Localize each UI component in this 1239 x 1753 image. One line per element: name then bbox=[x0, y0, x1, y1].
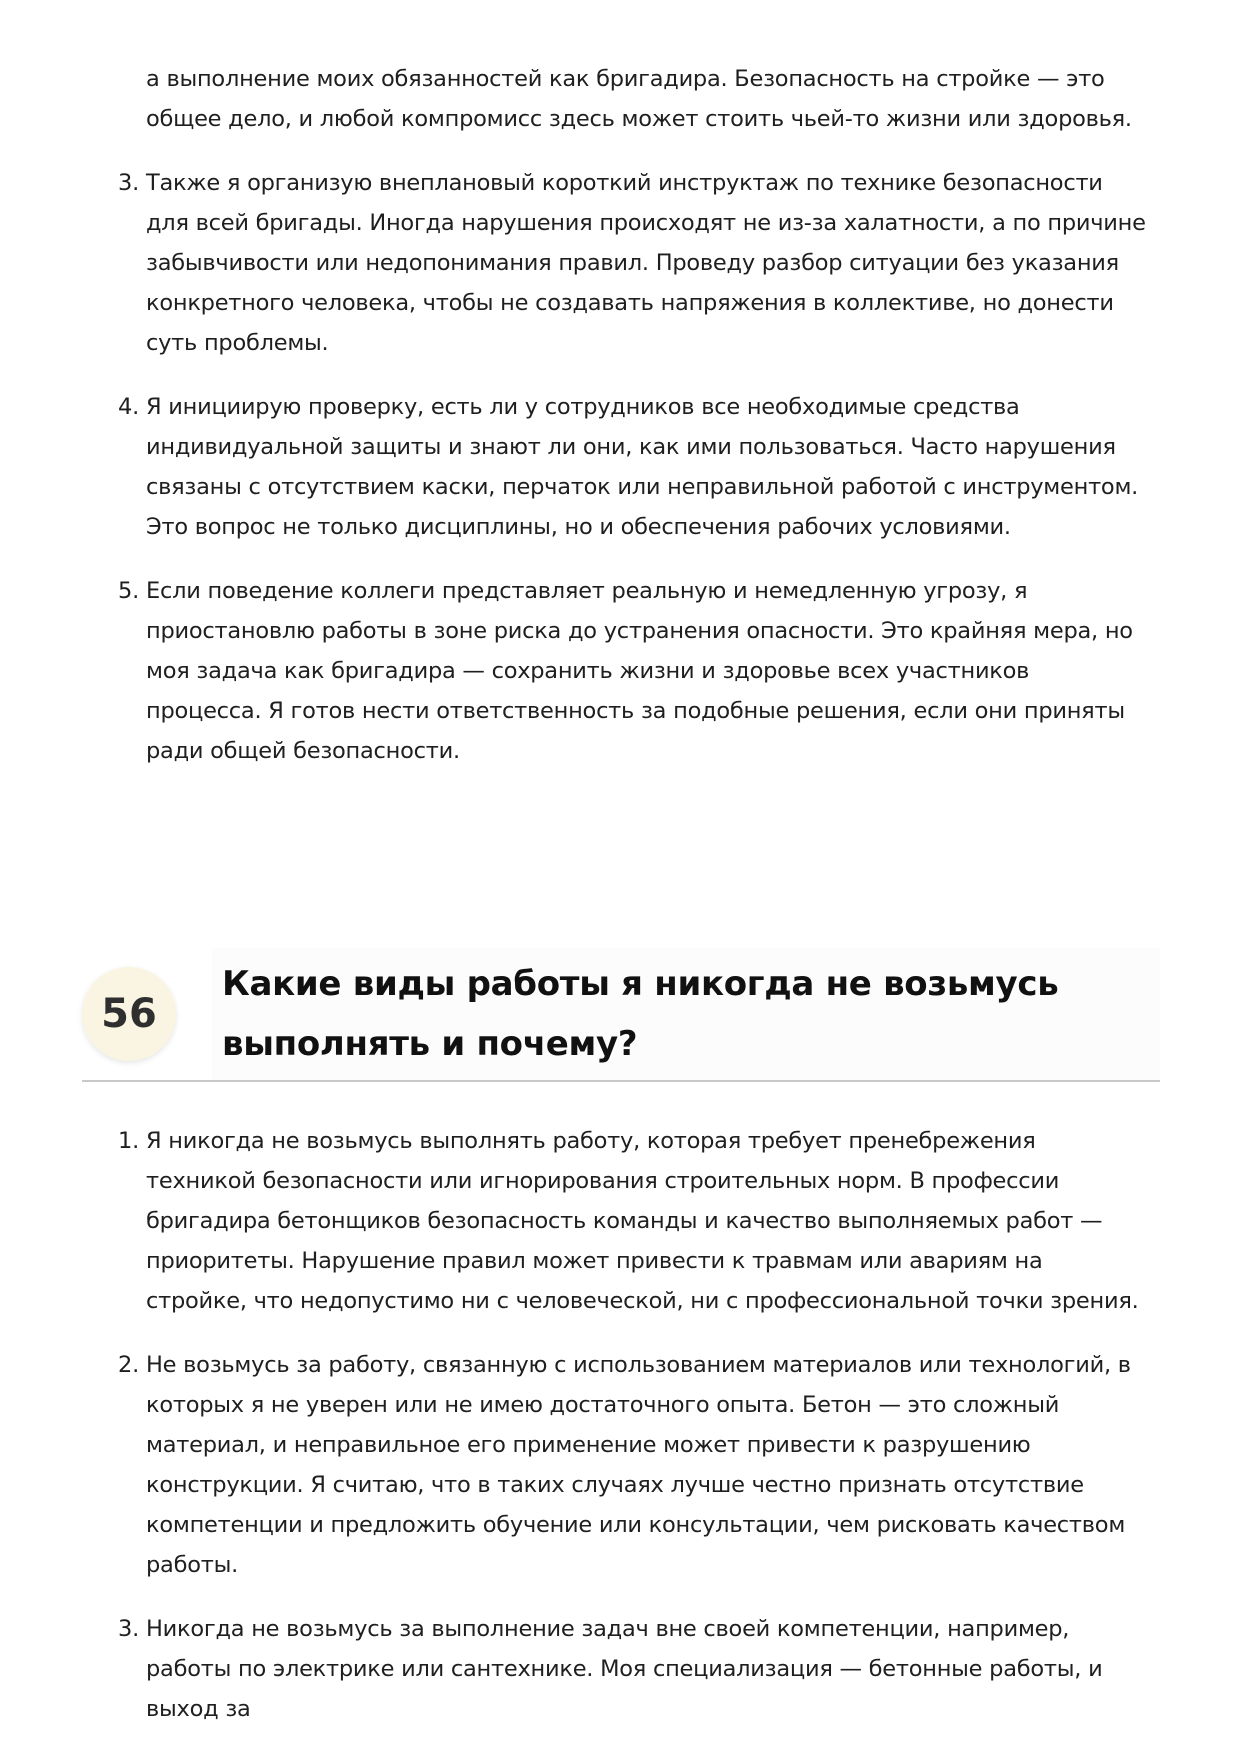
list-item bbox=[0, 1609, 1239, 1729]
list-item-text: Также я организую внеплановый короткий инструктаж по технике безопасности для всей бригады. Иногда нарушения происходят не из-за халатности, а по причине забывчивости или недопонимания правил. Проведу разбор ситуации без указания конкретного человека, чтобы не создавать напряжения в коллективе, но донести суть проблемы. bbox=[146, 170, 1146, 356]
answer-list-previous bbox=[0, 59, 1239, 795]
list-item bbox=[0, 387, 1239, 547]
list-item-number: 4. bbox=[118, 394, 139, 420]
answer-list bbox=[0, 1121, 1239, 1753]
list-item-text: а выполнение моих обязанностей как бригадира. Безопасность на стройке — это общее дело, и любой компромисс здесь может стоить чьей-то жизни или здоровья. bbox=[146, 66, 1132, 132]
list-item bbox=[0, 163, 1239, 363]
list-item-text: Никогда не возьмусь за выполнение задач вне своей компетенции, например, работы по электрике или сантехнике. Моя специализация — бетонные работы, и выход за bbox=[146, 1616, 1103, 1722]
question-number-badge: 56 bbox=[82, 967, 176, 1061]
list-item-number: 2. bbox=[118, 1352, 139, 1378]
question-header bbox=[82, 948, 1160, 1082]
list-item-number: 3. bbox=[118, 1616, 139, 1642]
list-item-number: 1. bbox=[118, 1128, 139, 1154]
list-item bbox=[0, 59, 1239, 139]
list-item-text: Не возьмусь за работу, связанную с использованием материалов или технологий, в которых я не уверен или не имею достаточного опыта. Бетон — это сложный материал, и неправильное его применение может привести к разрушению конструкции. Я считаю, что в таких случаях лучше честно признать отсутствие компетенции и предложить обучение или консультации, чем рисковать качеством работы. bbox=[146, 1352, 1131, 1578]
list-item bbox=[0, 1121, 1239, 1321]
list-item-number: 3. bbox=[118, 170, 139, 196]
question-title: Какие виды работы я никогда не возьмусь выполнять и почему? bbox=[222, 964, 1059, 1064]
list-item-text: Если поведение коллеги представляет реальную и немедленную угрозу, я приостановлю работы в зоне риска до устранения опасности. Это крайняя мера, но моя задача как бригадира — сохранить жизни и здоровье всех участников процесса. Я готов нести ответственность за подобные решения, если они приняты ради общей безопасности. bbox=[146, 578, 1133, 764]
list-item bbox=[0, 1345, 1239, 1585]
list-item-number: 5. bbox=[118, 578, 139, 604]
list-item-text: Я никогда не возьмусь выполнять работу, которая требует пренебрежения техникой безопасности или игнорирования строительных норм. В профессии бригадира бетонщиков безопасность команды и качество выполняемых работ — приоритеты. Нарушение правил может привести к травмам или авариям на стройке, что недопустимо ни с человеческой, ни с профессиональной точки зрения. bbox=[146, 1128, 1139, 1314]
list-item-text: Я инициирую проверку, есть ли у сотрудников все необходимые средства индивидуальной защиты и знают ли они, как ими пользоваться. Часто нарушения связаны с отсутствием каски, перчаток или неправильной работой с инструментом. Это вопрос не только дисциплины, но и обеспечения рабочих условиями. bbox=[146, 394, 1139, 540]
list-item bbox=[0, 571, 1239, 771]
